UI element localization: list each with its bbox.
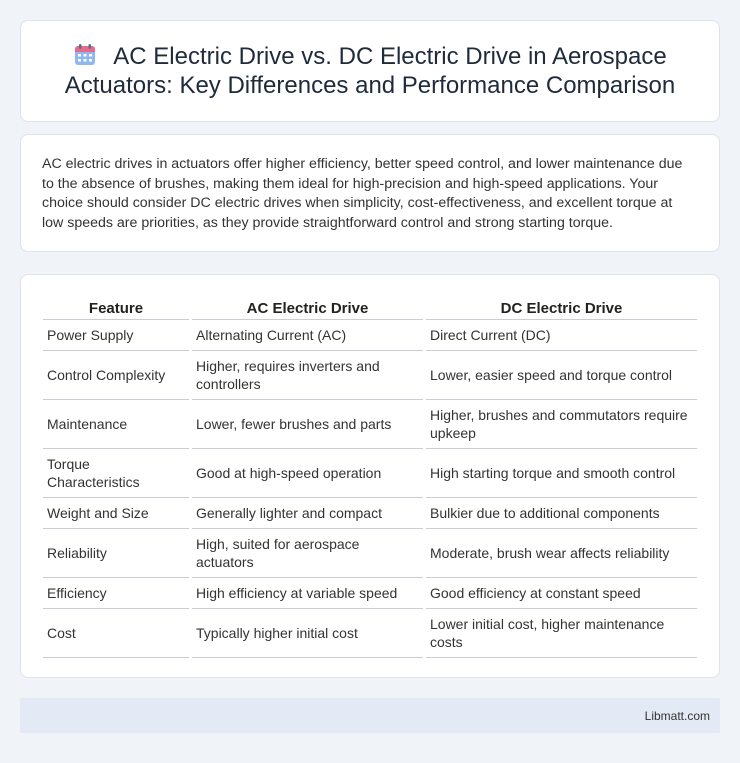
intro-card [20, 134, 720, 252]
cell-ac: Alternating Current (AC) [192, 320, 423, 351]
column-header-ac: AC Electric Drive [192, 296, 423, 320]
table-row [43, 351, 697, 400]
cell-feature: Maintenance [43, 400, 189, 449]
comparison-card [20, 274, 720, 678]
cell-feature: Efficiency [43, 578, 189, 609]
footer-brand: Libmatt.com [644, 708, 710, 723]
cell-ac: Good at high-speed operation [192, 449, 423, 498]
table-row [43, 578, 697, 609]
intro-text: AC electric drives in actuators offer higher efficiency, better speed control, and lower maintenance due to the absence of brushes, making them ideal for high-precision and high-speed applications. Your choice should consider DC electric drives when simplicity, cost-effectiveness, and excellent torque at low speeds are priorities, as they provide straightforward control and strong starting torque. [42, 156, 683, 231]
table-row [43, 609, 697, 658]
table-header-row [43, 296, 697, 320]
cell-feature: Control Complexity [43, 351, 189, 400]
cell-feature: Cost [43, 609, 189, 658]
cell-ac: Lower, fewer brushes and parts [192, 400, 423, 449]
comparison-table [40, 296, 700, 658]
cell-dc: Lower, easier speed and torque control [426, 351, 697, 400]
cell-feature: Reliability [43, 529, 189, 578]
cell-dc: Lower initial cost, higher maintenance costs [426, 609, 697, 658]
footer-bar [20, 698, 720, 733]
cell-feature: Torque Characteristics [43, 449, 189, 498]
calendar-icon [73, 43, 97, 67]
cell-dc: Direct Current (DC) [426, 320, 697, 351]
title-wrap [21, 42, 719, 100]
cell-dc: Bulkier due to additional components [426, 498, 697, 529]
column-header-dc: DC Electric Drive [426, 296, 697, 320]
table-row [43, 498, 697, 529]
title-card [20, 20, 720, 122]
page-title: AC Electric Drive vs. DC Electric Drive in Aerospace Actuators: Key Differences and Performance Comparison [64, 43, 676, 99]
table-row [43, 449, 697, 498]
cell-dc: Moderate, brush wear affects reliability [426, 529, 697, 578]
table-row [43, 320, 697, 351]
column-header-feature: Feature [43, 296, 189, 320]
cell-dc: Higher, brushes and commutators require upkeep [426, 400, 697, 449]
cell-ac: High efficiency at variable speed [192, 578, 423, 609]
cell-dc: Good efficiency at constant speed [426, 578, 697, 609]
cell-dc: High starting torque and smooth control [426, 449, 697, 498]
cell-ac: Typically higher initial cost [192, 609, 423, 658]
table-row [43, 400, 697, 449]
cell-feature: Weight and Size [43, 498, 189, 529]
table-row [43, 529, 697, 578]
cell-ac: Higher, requires inverters and controllers [192, 351, 423, 400]
cell-feature: Power Supply [43, 320, 189, 351]
cell-ac: High, suited for aerospace actuators [192, 529, 423, 578]
cell-ac: Generally lighter and compact [192, 498, 423, 529]
